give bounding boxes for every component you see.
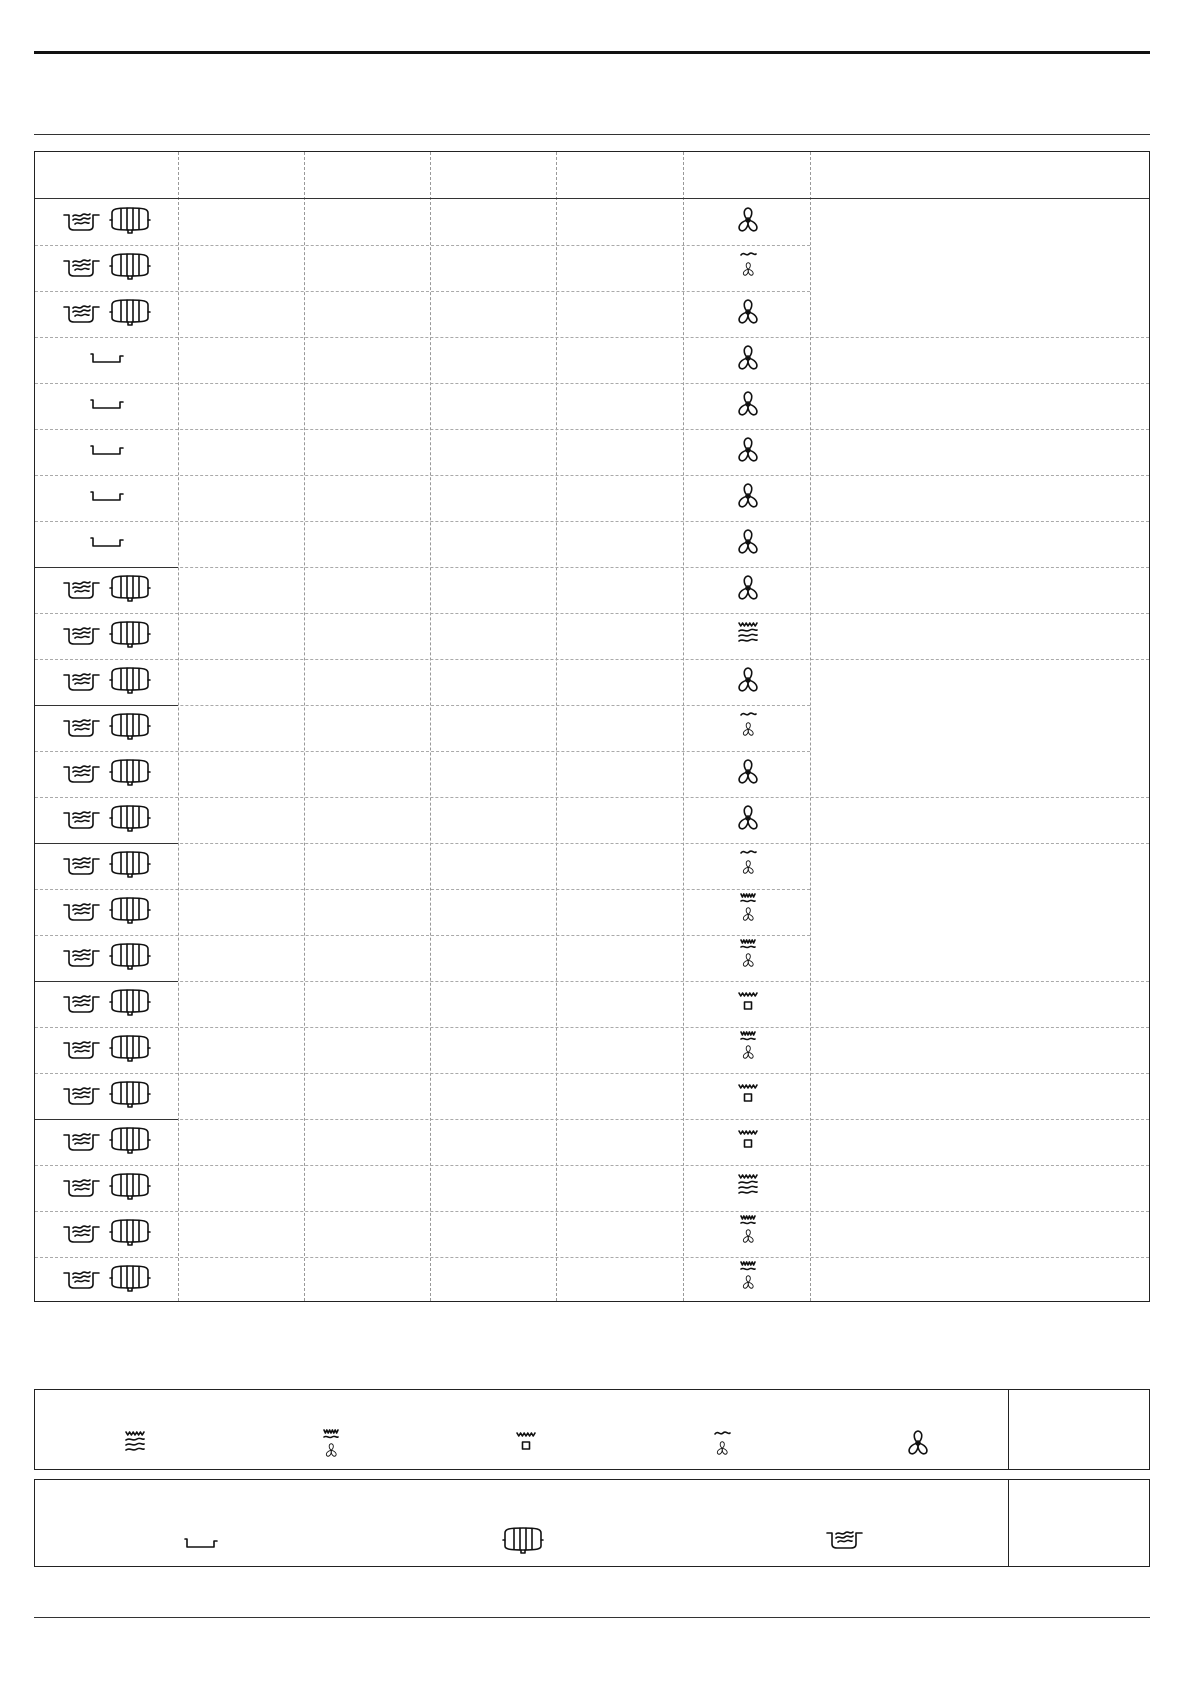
mode-cell — [685, 383, 811, 429]
fan-icon — [733, 435, 763, 470]
mode-cell — [685, 1165, 811, 1211]
grill-rack-icon — [107, 940, 153, 977]
fan-icon — [903, 1428, 933, 1458]
row-divider — [35, 383, 1149, 384]
row-divider — [35, 981, 1149, 982]
grill-rack-icon — [107, 1262, 153, 1299]
accessory-cell — [35, 199, 178, 245]
mode-cell — [685, 1119, 811, 1165]
fan-top-heat-icon — [733, 709, 763, 748]
fan-top-heat-icon — [733, 847, 763, 886]
fan-top-heat-icon — [707, 1428, 737, 1462]
fan-icon — [733, 389, 763, 424]
mode-cell — [685, 291, 811, 337]
grill-rack-icon — [107, 802, 153, 839]
row-divider — [35, 1211, 1149, 1212]
header-rule — [35, 198, 1149, 199]
tray-icon — [61, 1264, 103, 1297]
accessory-cell — [35, 613, 178, 659]
grill-icon — [733, 1080, 763, 1113]
fan-icon — [733, 527, 763, 562]
column-divider — [304, 152, 305, 1301]
tray-icon — [61, 574, 103, 607]
row-divider — [35, 843, 1149, 844]
accessory-cell — [35, 1119, 178, 1165]
fan-icon — [733, 803, 763, 838]
microwave-fan-icon — [733, 938, 763, 979]
column-divider — [683, 152, 684, 1301]
grill-rack-icon — [107, 250, 153, 287]
grill-rack-icon — [107, 1216, 153, 1253]
microwave-fan-icon — [733, 892, 763, 933]
accessory-cell — [35, 751, 178, 797]
accessory-cell — [35, 1027, 178, 1073]
mode-cell — [685, 199, 811, 245]
mode-cell — [685, 659, 811, 705]
fan-icon — [733, 665, 763, 700]
column-divider — [178, 152, 179, 1301]
tray-icon — [61, 712, 103, 745]
fan-icon — [733, 205, 763, 240]
row-divider — [35, 475, 1149, 476]
grill-rack-icon — [107, 296, 153, 333]
mode-cell — [685, 475, 811, 521]
tray-icon — [61, 850, 103, 883]
accessory-cell — [35, 1073, 178, 1119]
accessory-cell — [35, 1211, 178, 1257]
mode-cell — [685, 705, 811, 751]
mode-cell — [685, 935, 811, 981]
microwave-fan-icon — [733, 1260, 763, 1301]
grill-rack-icon — [107, 1170, 153, 1207]
grill-rack-icon — [107, 1032, 153, 1069]
grill-rack-icon — [107, 664, 153, 701]
grill-rack-icon — [500, 1524, 546, 1556]
row-divider — [35, 567, 1149, 568]
accessory-cell — [35, 429, 178, 475]
mode-legend — [34, 1389, 1150, 1470]
bowl-icon — [87, 487, 127, 510]
grill-rack-icon — [107, 1124, 153, 1161]
tray-icon — [61, 1218, 103, 1251]
grill-icon — [511, 1428, 541, 1456]
fan-icon — [733, 343, 763, 378]
tray-icon — [61, 666, 103, 699]
accessory-cell — [35, 659, 178, 705]
cooking-table — [34, 151, 1150, 1302]
mode-cell — [685, 245, 811, 291]
mode-cell — [685, 797, 811, 843]
top-rule — [34, 51, 1150, 54]
mode-cell — [685, 521, 811, 567]
fan-icon — [733, 481, 763, 516]
row-divider — [35, 429, 1149, 430]
grill-icon — [733, 1126, 763, 1159]
grill-icon — [733, 988, 763, 1021]
accessory-cell — [35, 245, 178, 291]
row-divider — [35, 521, 1149, 522]
tray-icon — [61, 1080, 103, 1113]
tray-icon — [61, 896, 103, 929]
mode-cell — [685, 1073, 811, 1119]
mode-cell — [685, 843, 811, 889]
tray-icon — [61, 1034, 103, 1067]
bowl-icon — [181, 1534, 221, 1552]
mode-cell — [685, 1211, 811, 1257]
grill-rack-icon — [107, 848, 153, 885]
grill-rack-icon — [107, 572, 153, 609]
tray-icon — [61, 1126, 103, 1159]
accessory-cell — [35, 1257, 178, 1303]
tray-icon — [61, 988, 103, 1021]
row-divider — [35, 613, 1149, 614]
grill-rack-icon — [107, 204, 153, 241]
bowl-icon — [87, 349, 127, 372]
accessory-cell — [35, 521, 178, 567]
tray-icon — [824, 1524, 866, 1552]
accessory-cell — [35, 981, 178, 1027]
row-divider — [35, 337, 1149, 338]
mode-cell — [685, 429, 811, 475]
grill-rack-icon — [107, 710, 153, 747]
row-divider — [35, 1165, 1149, 1166]
tray-icon — [61, 942, 103, 975]
microwave-fan-icon — [316, 1428, 346, 1464]
fan-icon — [733, 757, 763, 792]
mode-cell — [685, 889, 811, 935]
mode-cell — [685, 567, 811, 613]
row-divider — [35, 1257, 1149, 1258]
tray-icon — [61, 758, 103, 791]
column-divider — [430, 152, 431, 1301]
accessory-cell — [35, 337, 178, 383]
grill-rack-icon — [107, 756, 153, 793]
accessory-legend — [34, 1479, 1150, 1567]
row-divider — [35, 659, 1149, 660]
legend-divider — [1008, 1390, 1009, 1469]
mode-cell — [685, 613, 811, 659]
microwave-fan-icon — [733, 1030, 763, 1071]
microwave-icon — [120, 1428, 150, 1458]
tray-icon — [61, 206, 103, 239]
row-divider — [35, 1027, 1149, 1028]
tray-icon — [61, 804, 103, 837]
grill-rack-icon — [107, 894, 153, 931]
microwave-icon — [733, 619, 763, 654]
legend-divider — [1008, 1480, 1009, 1566]
row-divider — [35, 1073, 1149, 1074]
row-divider — [35, 797, 1149, 798]
accessory-cell — [35, 705, 178, 751]
grill-rack-icon — [107, 618, 153, 655]
section-rule — [34, 134, 1150, 135]
accessory-cell — [35, 889, 178, 935]
accessory-cell — [35, 383, 178, 429]
column-divider — [556, 152, 557, 1301]
accessory-cell — [35, 843, 178, 889]
mode-cell — [685, 751, 811, 797]
bowl-icon — [87, 533, 127, 556]
tray-icon — [61, 298, 103, 331]
fan-icon — [733, 297, 763, 332]
mode-cell — [685, 981, 811, 1027]
fan-icon — [733, 573, 763, 608]
microwave-icon — [733, 1171, 763, 1206]
grill-rack-icon — [107, 986, 153, 1023]
tray-icon — [61, 252, 103, 285]
accessory-cell — [35, 935, 178, 981]
row-divider — [35, 1119, 1149, 1120]
microwave-fan-icon — [733, 1214, 763, 1255]
bowl-icon — [87, 395, 127, 418]
accessory-cell — [35, 567, 178, 613]
mode-cell — [685, 1027, 811, 1073]
tray-icon — [61, 620, 103, 653]
fan-top-heat-icon — [733, 249, 763, 288]
accessory-cell — [35, 291, 178, 337]
accessory-cell — [35, 475, 178, 521]
accessory-cell — [35, 797, 178, 843]
tray-icon — [61, 1172, 103, 1205]
mode-cell — [685, 337, 811, 383]
accessory-cell — [35, 1165, 178, 1211]
grill-rack-icon — [107, 1078, 153, 1115]
bottom-rule — [34, 1617, 1150, 1618]
bowl-icon — [87, 441, 127, 464]
mode-cell — [685, 1257, 811, 1303]
